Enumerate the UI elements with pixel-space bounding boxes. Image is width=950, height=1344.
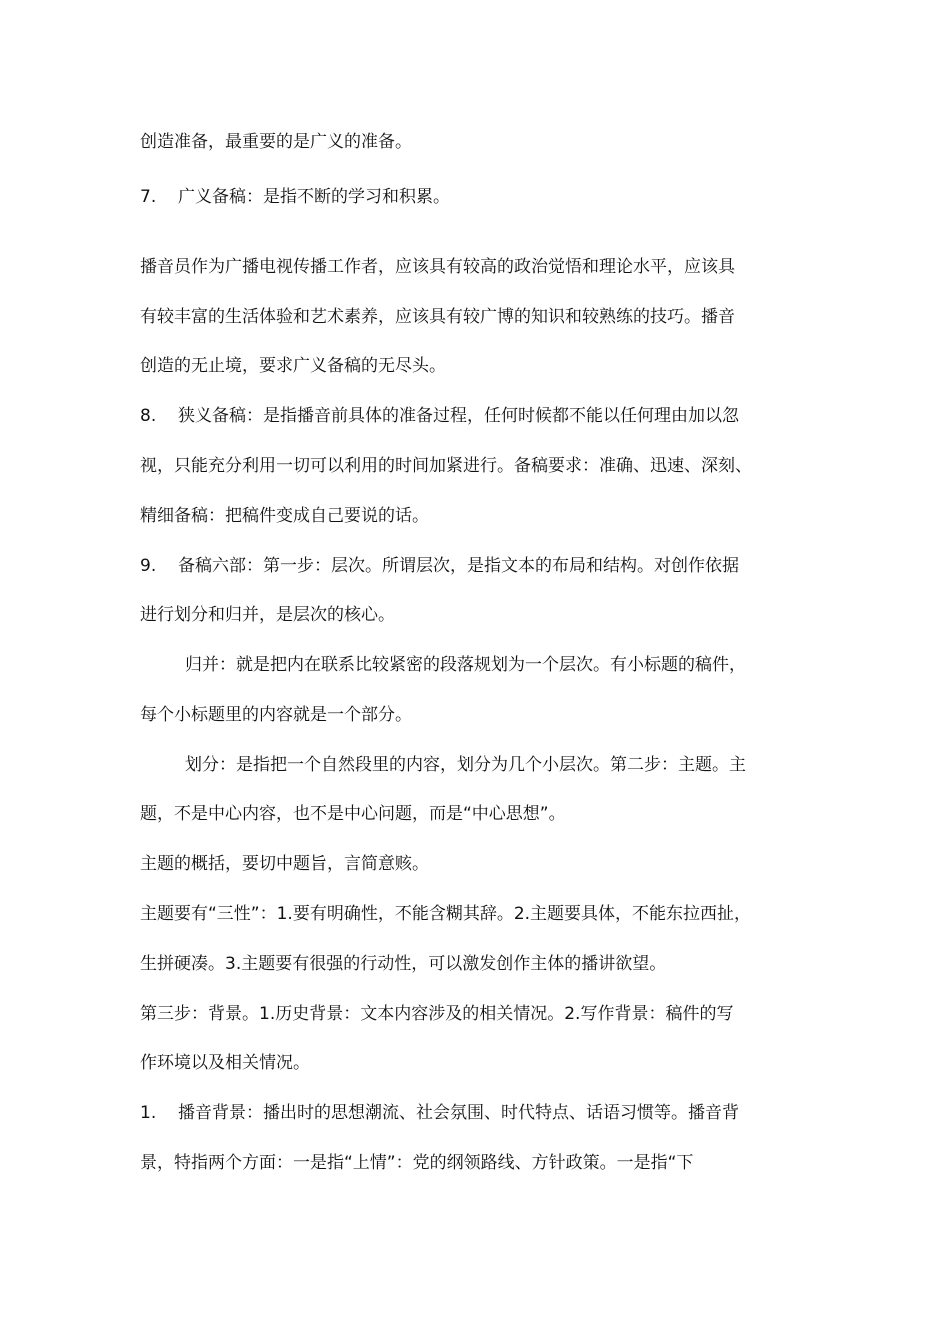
paragraph-line: 精细备稿：把稿件变成自己要说的话。 (140, 506, 429, 526)
list-text: 播音背景：播出时的思想潮流、社会氛围、时代特点、话语习惯等。播音背 (178, 1103, 739, 1123)
paragraph-line: 创造准备，最重要的是广义的准备。 (140, 132, 412, 152)
paragraph-line: 作环境以及相关情况。 (140, 1053, 310, 1073)
paragraph-line: 归并：就是把内在联系比较紧密的段落规划为一个层次。有小标题的稿件， (185, 655, 746, 675)
paragraph-line: 进行划分和归并，是层次的核心。 (140, 605, 395, 625)
paragraph-line: 景，特指两个方面：一是指“上情”：党的纲领路线、方针政策。一是指“下 (140, 1153, 694, 1173)
list-text: 狭义备稿：是指播音前具体的准备过程，任何时候都不能以任何理由加以忽 (178, 406, 739, 426)
paragraph-line: 创造的无止境，要求广义备稿的无尽头。 (140, 356, 446, 376)
list-item-7 (140, 186, 450, 208)
paragraph-line: 划分：是指把一个自然段里的内容，划分为几个小层次。第二步：主题。主 (185, 755, 746, 775)
paragraph-line: 主题要有“三性”：1.要有明确性，不能含糊其辞。2.主题要具体，不能东拉西扯， (140, 904, 752, 924)
paragraph-line: 有较丰富的生活体验和艺术素养，应该具有较广博的知识和较熟练的技巧。播音 (140, 307, 735, 327)
paragraph-line: 第三步：背景。1.历史背景：文本内容涉及的相关情况。2.写作背景：稿件的写 (140, 1004, 734, 1024)
paragraph-line: 视，只能充分利用一切可以利用的时间加紧进行。备稿要求：准确、迅速、深刻、 (140, 456, 752, 476)
list-item-8 (140, 405, 739, 427)
paragraph-line: 主题的概括，要切中题旨，言简意赅。 (140, 854, 429, 874)
list-text: 备稿六部：第一步：层次。所谓层次，是指文本的布局和结构。对创作依据 (178, 556, 739, 576)
paragraph-line: 题，不是中心内容，也不是中心问题，而是“中心思想”。 (140, 804, 566, 824)
list-text: 广义备稿：是指不断的学习和积累。 (178, 187, 450, 207)
list-number: 8. (140, 406, 157, 426)
list-item-9 (140, 555, 739, 577)
list-number: 9. (140, 556, 157, 576)
list-number: 1. (140, 1103, 157, 1123)
paragraph-line: 播音员作为广播电视传播工作者，应该具有较高的政治觉悟和理论水平，应该具 (140, 257, 735, 277)
list-item-1 (140, 1102, 739, 1124)
paragraph-line: 每个小标题里的内容就是一个部分。 (140, 705, 412, 725)
list-number: 7. (140, 187, 157, 207)
paragraph-line: 生拼硬凑。3.主题要有很强的行动性，可以激发创作主体的播讲欲望。 (140, 954, 667, 974)
